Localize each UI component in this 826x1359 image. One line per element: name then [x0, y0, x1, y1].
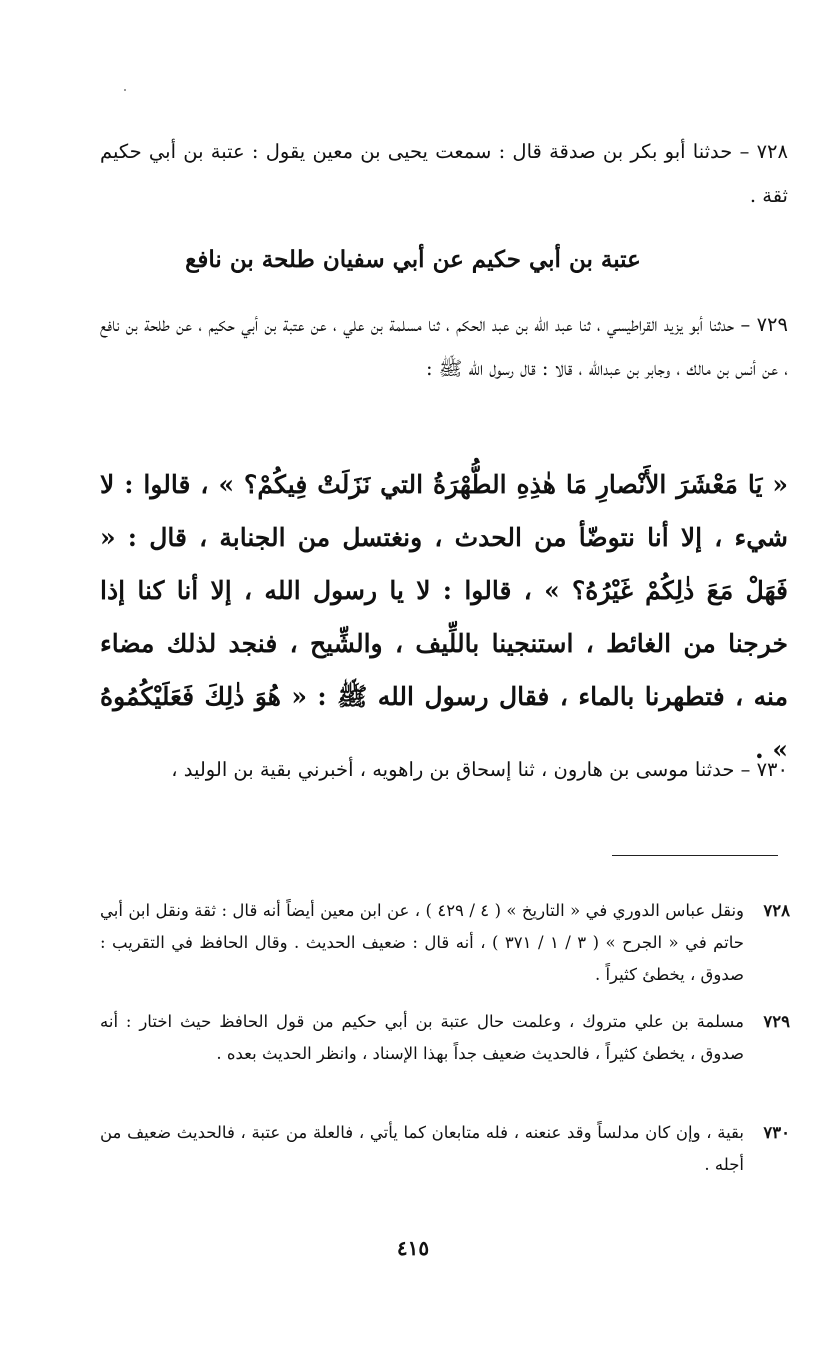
footnote-730	[100, 1117, 790, 1181]
footnote-728	[100, 895, 790, 991]
footnote-separator	[612, 855, 778, 856]
scan-speck	[124, 89, 126, 91]
hadith-729-text: « يَا مَعْشَرَ الأَنْصارِ مَا هٰذِهِ الطُّهْرَةُ التي نَزَلَتْ فِيكُمْ؟ » ، قالوا : لا شيء ، إلا أنا نتوضّأ من الحدث ، ونغتسل من الجنابة ، قال : « فَهَلْ مَعَ ذٰلِكُمْ غَيْرُهُ؟ » ، قالوا : لا يا رسول الله ، إلا أنا كنا إذا خرجنا من الغائط ، استنجينا باللِّيف ، والشِّيح ، فنجد لذلك مضاء منه ، فتطهرنا بالماء ، فقال رسول الله ﷺ : « هُوَ ذٰلِكَ فَعَلَيْكُمُوهُ » .	[100, 470, 788, 764]
page-number: ٤١٥	[396, 1236, 430, 1260]
footnote-text: بقية ، وإن كان مدلساً وقد عنعنه ، فله متابعان كما يأتي ، فالعلة من عتبة ، فالحديث ضعيف من أجله .	[100, 1123, 744, 1174]
footnote-text: مسلمة بن علي متروك ، وعلمت حال عتبة بن أبي حكيم من قول الحافظ حيث اختار : أنه صدوق ، يخطئ كثيراً ، فالحديث ضعيف جداً بهذا الإسناد ، وانظر الحديث بعده .	[100, 1012, 744, 1063]
footnote-number: ٧٢٨	[763, 901, 790, 920]
footnote-number: ٧٢٩	[763, 1012, 790, 1031]
hadith-728: ٧٢٨ – حدثنا أبو بكر بن صدقة قال : سمعت يحيى بن معين يقول : عتبة بن أبي حكيم ثقة .	[100, 140, 788, 207]
hadith-730: ٧٣٠ – حدثنا موسى بن هارون ، ثنا إسحاق بن راهويه ، أخبرني بقية بن الوليد ،	[171, 758, 788, 781]
hadith-729: ٧٢٩ – حدثنا أبو يزيد القراطيسي ، ثنا عبد الله بن عبد الحكم ، ثنا مسلمة بن علي ، عن عتبة بن أبي حكيم ، عن طلحة بن نافع ، عن أنس بن مالك ، وجابر بن عبدالله ، قالا : قال رسول الله ﷺ :	[100, 313, 788, 380]
footnote-729	[100, 1006, 790, 1070]
chapter-heading: عتبة بن أبي حكيم عن أبي سفيان طلحة بن نافع	[185, 246, 641, 273]
footnote-number: ٧٣٠	[763, 1123, 790, 1142]
footnote-text: ونقل عباس الدوري في « التاريخ » ( ٤ / ٤٢٩ ) ، عن ابن معين أيضاً أنه قال : ثقة ونقل ابن أبي حاتم في « الجرح » ( ٣ / ١ / ٣٧١ ) ، أنه قال : ضعيف الحديث . وقال الحافظ في التقريب : صدوق ، يخطئ كثيراً .	[100, 901, 745, 984]
